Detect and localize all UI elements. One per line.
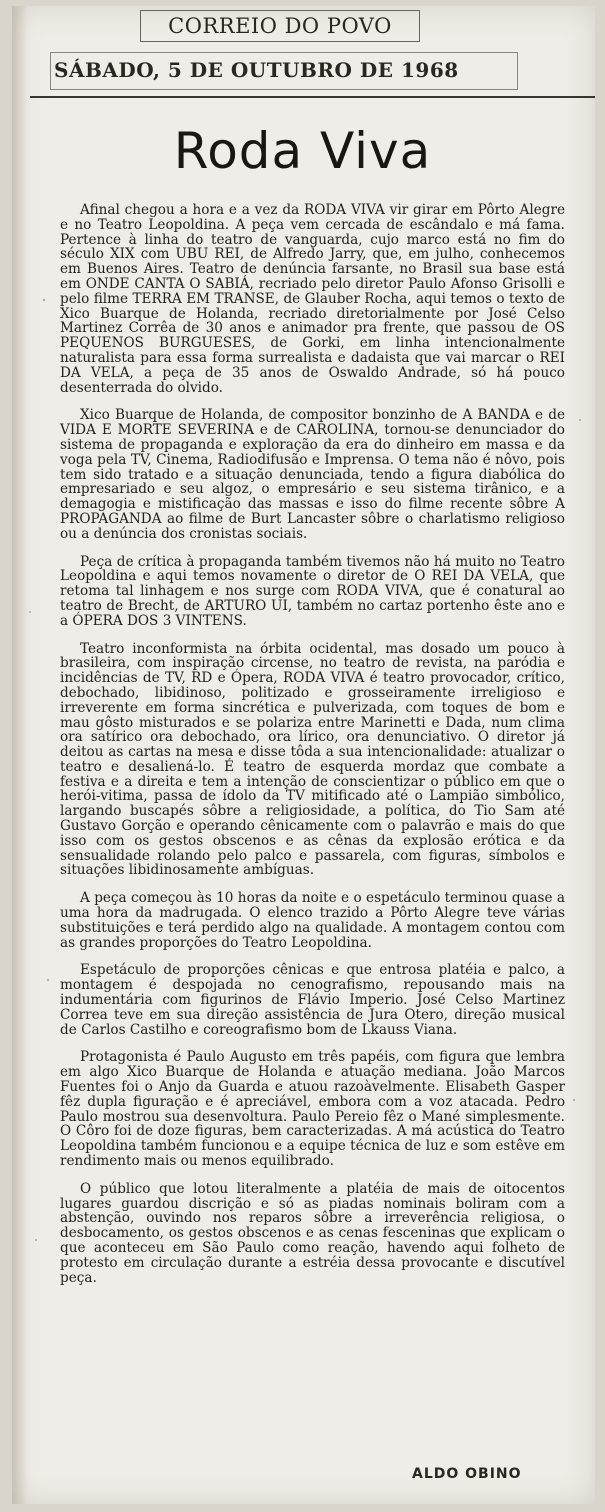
paragraph-7: Protagonista é Paulo Augusto em três papéis, com figura que lembra em algo Xico Buarque de Holanda e atuação mediana. João Marcos Fuentes foi o Anjo da Guarda e atuou razoàvelmente. Elisabeth Gasper fêz dupla figuração e é apreciável, embora com a voz atacada. Pedro Paulo mostrou sua desenvoltura. Paulo Pereio fêz o Mané simplesmente. O Côro foi de doze figuras, bem caracterizadas. A má acústica do Teatro Leopoldina também funcionou e a equipe técnica de luz e som estêve em rendimento mais ou menos equilibrado. xyxy=(60,1049,565,1170)
article-headline: Roda Viva xyxy=(173,122,432,180)
paragraph-4: Teatro inconformista na órbita ocidental, mas dosado um pouco à brasileira, com inspiração circense, no teatro de revista, na paródia e incidências de TV, RD e Ópera, RODA VIVA é teatro provocador, crítico, debochado, libidinoso, politizado e grosseiramente irreligioso e irreverente em forma sincrética e pulverizada, com toques de bom e mau gôsto misturados e se polariza entre Marinetti e Dada, num clima ora satírico ora debochado, ora lírico, ora denunciativo. O diretor já deitou as cartas na mesa e disse tôda a sua intencionalidade: atualizar o teatro e desaliená-lo. É teatro de esquerda mordaz que combate a festiva e a direita e tem a intenção de conscientizar o público em que o herói-vitima, passa de ídolo da TV mitificado até o Lampião simbólico, largando buscapés sôbre a religiosidade, a política, do Tio Sam até Gustavo Gorção e operando cênicamente com o palavrão e mais do que isso com os gestos obscenos e as cênas da explosão erótica e da sensualidade rolando pelo palco e passarela, com figuras, símbolos e situações libidinosamente ambíguas. xyxy=(60,640,565,879)
author-byline: ALDO OBINO xyxy=(412,1466,522,1482)
article-body xyxy=(60,203,565,1298)
paragraph-1: Afinal chegou a hora e a vez da RODA VIVA vir girar em Pôrto Alegre e no Teatro Leopoldina. A peça vem cercada de escândalo e má fama. Pertence à linha do teatro de vanguarda, cujo marco está no fim do século XIX com UBU REI, de Alfredo Jarry, que, em julho, conhecemos em Buenos Aires. Teatro de denúncia farsante, no Brasil sua base está em ONDE CANTA O SABIÁ, recriado pelo diretor Paulo Afonso Grisolli e pelo filme TERRA EM TRANSE, de Glauber Rocha, aqui temos o texto de Xico Buarque de Holanda, recriado diretorialmente por José Celso Martinez Corrêa de 30 anos e animador pra frente, que passou de OS PEQUENOS BURGUESES, de Gorki, em linha intencionalmente naturalista para essa forma surrealista e dadaista que vai marcar o REI DA VELA, a peça de 35 anos de Oswaldo Andrade, só há pouco desenterrada do olvido. xyxy=(60,202,565,396)
paragraph-6: Espetáculo de proporções cênicas e que entrosa platéia e palco, a montagem é despojada no cenografismo, repousando mais na indumentária com figurinos de Flávio Imperio. José Celso Martinez Correa teve em sua direção assistência de Jura Otero, direção musical de Carlos Castilho e coreografismo bom de Lkauss Viana. xyxy=(60,962,565,1038)
paragraph-5: A peça começou às 10 horas da noite e o espetáculo terminou quase a uma hora da madrugada. O elenco trazido a Pôrto Alegre teve várias substituições e terá perdido algo na qualidade. A montagem contou com as grandes proporções do Teatro Leopoldina. xyxy=(60,890,565,951)
newspaper-masthead: CORREIO DO POVO xyxy=(140,10,420,42)
paper-fold-shadow xyxy=(12,6,28,1504)
paragraph-8: O público que lotou literalmente a platéia de mais de oitocentos lugares guardou discrição e só as piadas nominais boliram com a abstenção, ouvindo nos reparos sôbre a irreverência religiosa, o desbocamento, os gestos obscenos e as cenas fesceninas que explicam o que aconteceu em São Paulo como reação, havendo aqui folheto de protesto em circulação durante a estréia dessa provocante e discutível peça. xyxy=(60,1180,565,1286)
paragraph-2: Xico Buarque de Holanda, de compositor bonzinho de A BANDA e de VIDA E MORTE SEVERINA e de CAROLINA, tornou-se denunciador do sistema de propaganda e exploração da era do dinheiro em massa e da voga pela TV, Cinema, Radiodifusão e Imprensa. O tema não é nôvo, pois tem sido tratado e a situação denunciada, tendo a figura diabólica do empresariado e seu algoz, o empresário e seu sistema tirânico, e a demagogia e mistificação das massas e isso do filme recente sôbre A PROPAGANDA ao filme de Burt Lancaster sôbre o charlatismo religioso ou a denúncia dos cronistas sociais. xyxy=(60,407,565,542)
dateline: SÁBADO, 5 DE OUTUBRO DE 1968 xyxy=(54,58,459,82)
paragraph-3: Peça de crítica à propaganda também tivemos não há muito no Teatro Leopoldina e aqui temos novamente o diretor de O REI DA VELA, que retoma tal linhagem e nos surge com RODA VIVA, que é conatural ao teatro de Brecht, de ARTURO UI, também no cartaz portenho êste ano e a ÓPERA DOS 3 VINTENS. xyxy=(60,553,565,629)
header-rule xyxy=(30,96,595,98)
